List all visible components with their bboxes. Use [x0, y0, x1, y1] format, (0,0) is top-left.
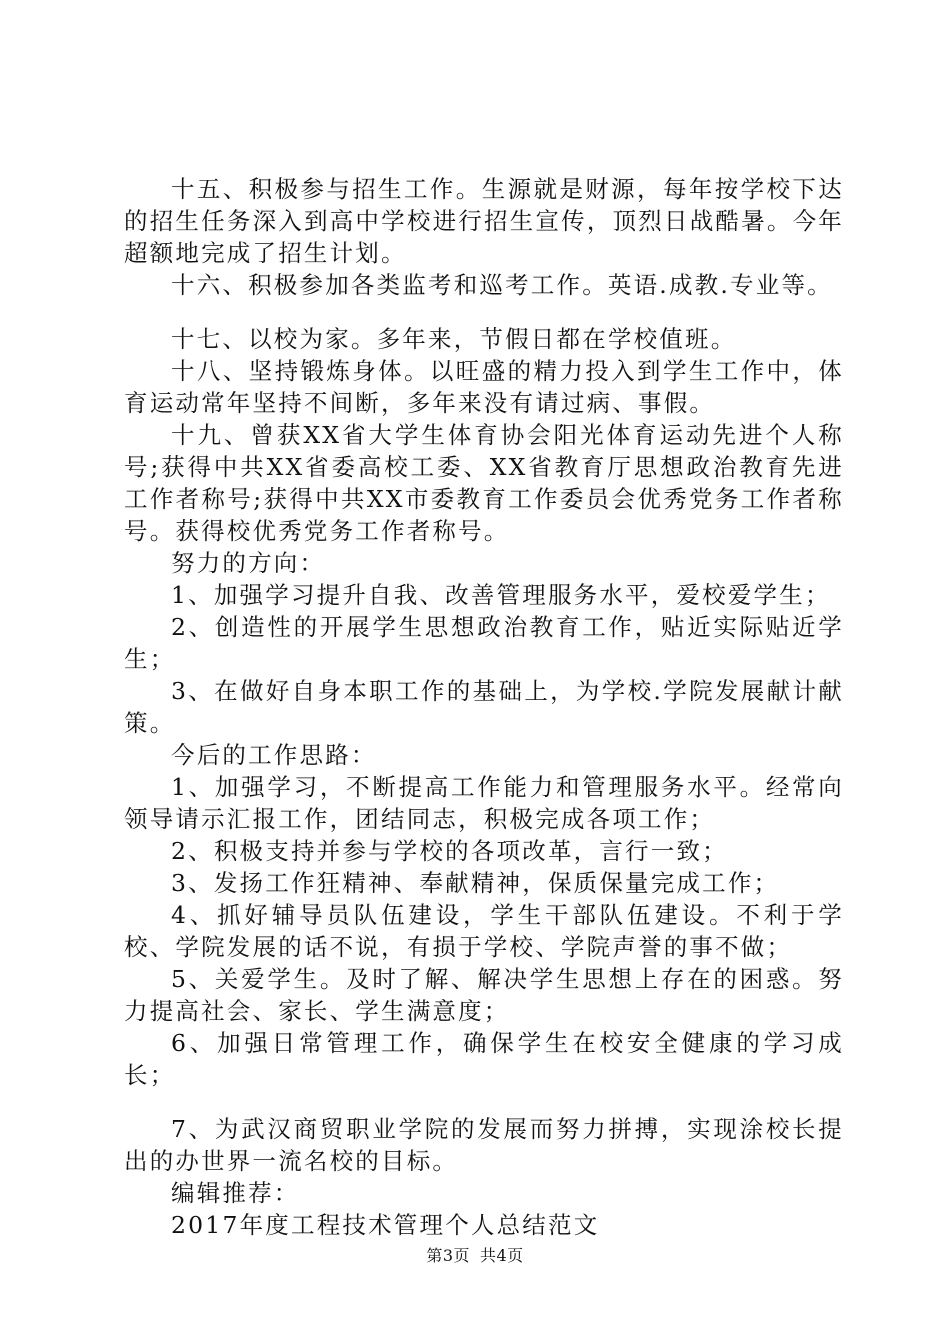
plan-item-4: 4、抓好辅导员队伍建设，学生干部队伍建设。不利于学校、学院发展的话不说，有损于学校、学院声誉的事不做； — [124, 901, 844, 961]
plan-item-3: 3、发扬工作狂精神、奉献精神，保质保量完成工作； — [171, 869, 780, 897]
page-number: 第3页 — [426, 1246, 470, 1265]
editor-recommend-label: 编辑推荐： — [171, 1179, 300, 1207]
paragraph-gap — [124, 1091, 844, 1113]
paragraph-item-18: 十八、坚持锻炼身体。以旺盛的精力投入到学生工作中，体育运动常年坚持不间断，多年来没有请过病、事假。 — [124, 357, 844, 417]
section-heading-plan: 今后的工作思路： — [171, 741, 377, 769]
page-footer — [0, 1243, 950, 1266]
paragraph-item-19: 十九、曾获XX省大学生体育协会阳光体育运动先进个人称号;获得中共XX省委高校工委、XX省教育厅思想政治教育先进工作者称号;获得中共XX市委教育工作委员会优秀党务工作者称号。获得校优秀党务工作者称号。 — [124, 421, 844, 545]
paragraph-item-16: 十六、积极参加各类监考和巡考工作。英语.成教.专业等。 — [171, 271, 833, 299]
plan-item-6: 6、加强日常管理工作，确保学生在校安全健康的学习成长； — [124, 1029, 844, 1089]
direction-item-1: 1、加强学习提升自我、改善管理服务水平，爱校爱学生； — [171, 581, 831, 609]
plan-item-1: 1、加强学习，不断提高工作能力和管理服务水平。经常向领导请示汇报工作，团结同志，积极完成各项工作； — [124, 773, 844, 833]
plan-item-7: 7、为武汉商贸职业学院的发展而努力拼搏，实现涂校长提出的办世界一流名校的目标。 — [124, 1115, 844, 1175]
paragraph-item-15: 十五、积极参与招生工作。生源就是财源，每年按学校下达的招生任务深入到高中学校进行招生宣传，顶烈日战酷暑。今年超额地完成了招生计划。 — [124, 175, 844, 267]
page-total: 共4页 — [480, 1246, 524, 1265]
direction-item-2: 2、创造性的开展学生思想政治教育工作，贴近实际贴近学生； — [124, 613, 844, 673]
paragraph-gap — [124, 301, 844, 323]
paragraph-item-17: 十七、以校为家。多年来，节假日都在学校值班。 — [171, 325, 737, 353]
plan-item-2: 2、积极支持并参与学校的各项改革，言行一致； — [171, 837, 728, 865]
section-heading-direction: 努力的方向： — [171, 549, 326, 577]
document-body — [124, 173, 844, 1241]
plan-item-5: 5、关爱学生。及时了解、解决学生思想上存在的困惑。努力提高社会、家长、学生满意度； — [124, 965, 844, 1025]
recommended-article-link[interactable]: 2017年度工程技术管理个人总结范文 — [171, 1211, 600, 1239]
direction-item-3: 3、在做好自身本职工作的基础上，为学校.学院发展献计献策。 — [124, 677, 844, 737]
